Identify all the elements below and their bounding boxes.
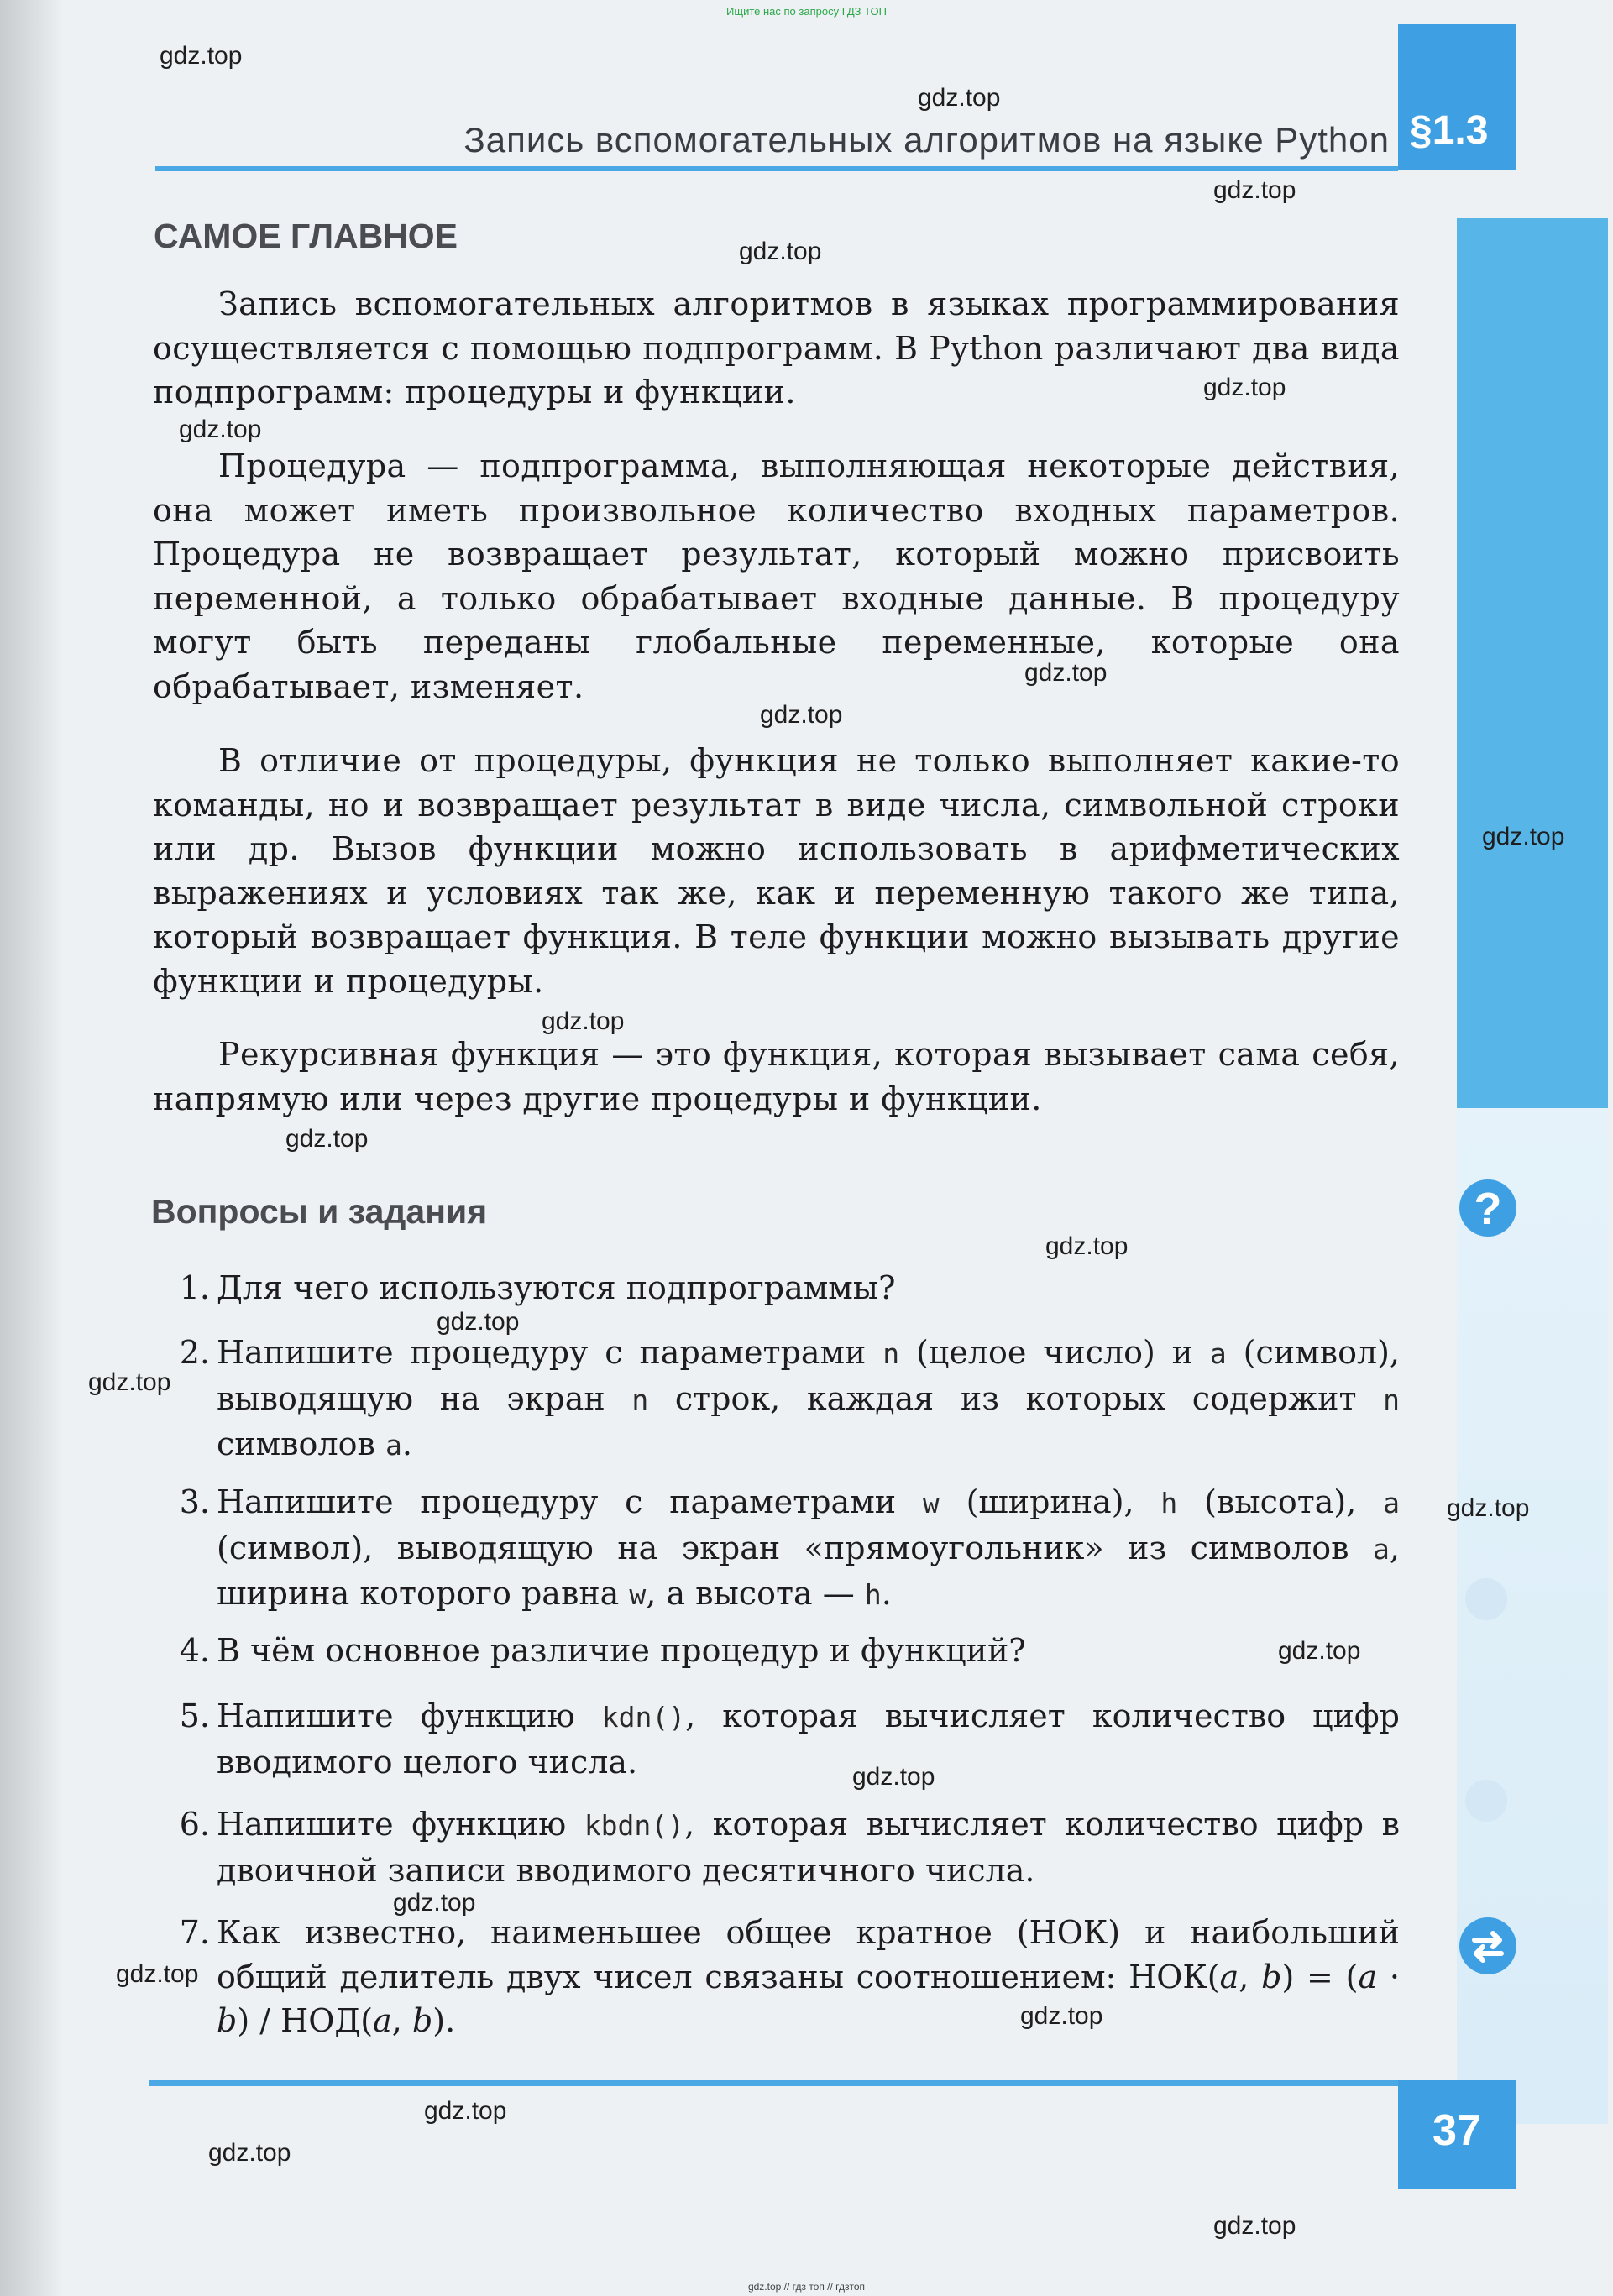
question-number: 6. [179,1806,210,1843]
question-item [153,1802,1400,1892]
question-item [153,1629,1400,1673]
watermark: gdz.top [285,1125,369,1153]
section-tab [1398,24,1516,170]
watermark: gdz.top [88,1368,171,1396]
running-title: Запись вспомогательных алгоритмов на языке Python [463,120,1390,160]
faded-icon [1465,1780,1507,1822]
question-item [153,1331,1400,1468]
watermark: gdz.top [1045,1232,1129,1260]
question-icon: ? [1459,1179,1516,1237]
watermark: gdz.top [1213,176,1296,204]
summary-paragraph: Рекурсивная функция — это функция, которая вызывает сама себя, напрямую или через другие процедуры и функции. [153,1036,1400,1117]
watermark: gdz.top [160,42,243,70]
side-stripe [1457,218,1608,1108]
question-number: 1. [179,1269,210,1306]
question-item [153,1911,1400,2043]
summary-paragraph: Процедура — подпрограмма, выполняющая некоторые действия, она может иметь произвольное количество входных параметров. Процедура не возвращает результат, который можно присвоить переменной, а только обрабатывает входные данные. В процедуру могут быть переданы глобальные переменные, которые она обрабатывает, изменяет. [153,447,1400,705]
question-text: Напишите функцию kbdn(), которая вычисляет количество цифр в двоичной записи вводимого десятичного числа. [217,1806,1400,1889]
faded-icon [1465,1578,1507,1620]
watermark: gdz.top [179,416,262,443]
question-number: 4. [179,1632,210,1669]
watermark: gdz.top [1024,659,1108,687]
watermark: gdz.top [1213,2212,1296,2240]
question-number: 2. [179,1334,210,1371]
top-note: Ищите нас по запросу ГДЗ ТОП [726,5,887,18]
watermark: gdz.top [739,238,822,265]
page-number-tab [1398,2080,1516,2189]
summary-paragraph: Запись вспомогательных алгоритмов в языках программирования осуществляется с помощью подпрограмм. В Python различают два вида подпрограмм: процедуры и функции. [153,285,1400,411]
question-number: 5. [179,1697,210,1734]
question-item [153,1266,1400,1310]
question-item [153,1480,1400,1618]
question-number: 7. [179,1914,210,1951]
watermark: gdz.top [760,701,843,729]
page-number: 37 [1432,2106,1481,2155]
footer-rule [149,2080,1398,2086]
question-text: Напишите функцию kdn(), которая вычисляет количество цифр вводимого целого числа. [217,1697,1400,1781]
summary-heading: САМОЕ ГЛАВНОЕ [154,217,458,255]
question-text: Напишите процедуру с параметрами n (целое число) и a (символ), выводящую на экран n строк, каждая из которых содержит n символов a. [217,1334,1400,1462]
summary-paragraph: В отличие от процедуры, функция не только выполняет какие-то команды, но и возвращает результат в виде числа, символьной строки или др. Вызов функции можно использовать в арифметических выражениях и условиях так же, как и переменную такого же типа, который возвращает функция. В теле функции можно вызывать другие функции и процедуры. [153,742,1400,1000]
section-label: §1.3 [1410,108,1489,153]
watermark: gdz.top [208,2139,291,2167]
header-rule [155,166,1398,171]
watermark: gdz.top [437,1308,520,1336]
questions-heading: Вопросы и задания [151,1192,488,1231]
watermark: gdz.top [1020,2002,1103,2030]
bottom-note: gdz.top // гдз топ // гдзтоп [747,2281,866,2293]
exchange-arrows-icon [1459,1917,1516,1974]
watermark: gdz.top [1447,1494,1530,1522]
question-number: 3. [179,1483,210,1520]
question-text: Как известно, наименьшее общее кратное (НОК) и наибольший общий делитель двух чисел связаны соотношением: НОК(a, b) = (a · b) / НОД(a, b). [217,1914,1400,2039]
watermark: gdz.top [1482,823,1565,850]
question-text: В чём основное различие процедур и функций? [217,1632,1026,1669]
watermark: gdz.top [116,1960,199,1988]
watermark: gdz.top [852,1763,935,1791]
watermark: gdz.top [424,2097,507,2125]
question-text: Напишите процедуру с параметрами w (ширина), h (высота), a (символ), выводящую на экран «прямоугольник» из символов a, ширина которого равна w, а высота — h. [217,1483,1400,1612]
question-item [153,1694,1400,1784]
watermark: gdz.top [542,1007,625,1035]
book-spine-shadow [0,0,63,2296]
question-text: Для чего используются подпрограммы? [217,1269,896,1306]
watermark: gdz.top [1203,374,1286,401]
watermark: gdz.top [393,1889,476,1917]
watermark: gdz.top [1278,1637,1361,1665]
watermark: gdz.top [918,84,1001,112]
